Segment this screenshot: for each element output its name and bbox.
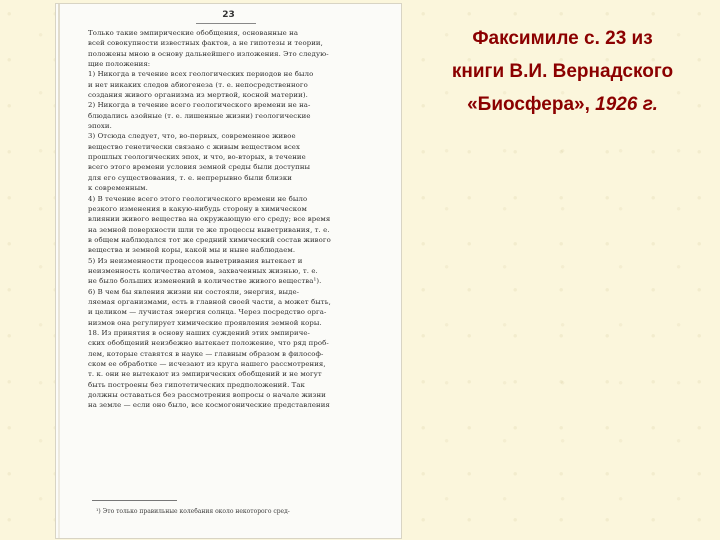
text-line: должны оставаться без рассмотрения вопросы о начале жизни — [88, 391, 326, 400]
text-line: 6) В чем бы явления жизни ни состояли, энергия, выде- — [88, 287, 300, 296]
text-line: и нет никаких следов абиогенеза (т. е. непосредственного — [88, 80, 308, 89]
caption-year: 1926 г. — [595, 94, 658, 115]
text-line: ляемая организмами, есть в главной своей части, а может быть, — [88, 297, 331, 306]
text-line: на земле — если оно было, все космогонические представления — [88, 401, 330, 410]
text-line: всей совокупности известных фактов, а не гипотезы и теории, — [88, 39, 323, 48]
text-line: в общем наблюдался тот же средний химический состав живого — [88, 235, 331, 244]
text-line: 1) Никогда в течение всех геологических периодов не было — [88, 70, 314, 79]
text-line: на земной поверхности шли те же процессы выветривания, т. е. — [88, 225, 330, 234]
text-line: положены мною в основу дальнейшего изложения. Это следую- — [88, 49, 329, 58]
text-line: т. к. они не вытекают из эмпирических обобщений и не могут — [88, 370, 322, 379]
text-line: щие положения: — [88, 60, 151, 69]
text-line: к современным. — [88, 184, 148, 193]
text-line: создания живого организма из мертвой, косной материи). — [88, 91, 308, 100]
text-line: вещества и земной коры, какой мы и ныне наблюдаем. — [88, 246, 296, 255]
page-number-rule — [196, 23, 256, 24]
caption-line-3 — [410, 88, 715, 121]
text-line: для его существования, т. е. непрерывно были близки — [88, 173, 292, 182]
text-line: блюдались азойные (т. е. лишенные жизни) геологические — [88, 111, 311, 120]
caption-book-title: «Биосфера», — [467, 94, 590, 115]
text-line: Только такие эмпирические обобщения, основанные на — [88, 29, 299, 37]
page-body-text — [88, 28, 395, 411]
text-line: всего этого времени условия земной среды были доступны — [88, 163, 311, 172]
text-line: быть построены без гипотетических предположений. Так — [88, 380, 305, 389]
caption-line-2: книги В.И. Вернадского — [451, 61, 674, 82]
scanned-book-page — [55, 3, 402, 539]
text-line: 3) Отсюда следует, что, во-первых, современное живое — [88, 132, 296, 141]
text-line: прошлых геологических эпох, и что, во-вторых, в течение — [88, 153, 306, 162]
text-line: ском ее обработке — исчезают из круга нашего рассмотрения, — [88, 360, 326, 368]
text-line: влиянии живого вещества на окружающую его среду; все время — [88, 215, 331, 224]
text-line: 18. Из принятия в основу наших суждений этих эмпириче- — [88, 328, 310, 337]
text-line: ских обобщений неизбежно вытекает положение, что ряд проб- — [88, 339, 329, 348]
caption-line-1: Факсимиле с. 23 из — [472, 28, 653, 49]
text-line: низмов она регулирует химические проявления земной коры. — [88, 318, 322, 327]
text-line: 2) Никогда в течение всего геологического времени не на- — [88, 101, 311, 110]
footnote-rule — [92, 500, 177, 501]
text-line: и целиком — лучистая энергия солнца. Через посредство орга- — [88, 308, 327, 317]
text-line: 4) В течение всего этого геологического времени не было — [88, 194, 308, 203]
text-line: неизменность количества атомов, захваченных жизнью, т. е. — [88, 266, 318, 275]
page-number: 23 — [222, 10, 235, 20]
text-line: вещество генетически связано с живым веществом всех — [88, 142, 300, 151]
text-line: резкого изменения в какую-нибудь сторону в химическом — [88, 204, 307, 213]
text-line: 5) Из неизменности процессов выветривания вытекает и — [88, 256, 303, 265]
caption — [410, 22, 715, 121]
text-line: эпохи. — [88, 122, 112, 131]
text-line: лем, которые ставятся в науке — главным образом в философ- — [88, 349, 324, 358]
footnote: ¹) Это только правильные колебания около некоторого сред- — [96, 508, 290, 515]
text-line: не было больших изменений в количестве живого вещества¹). — [88, 277, 322, 286]
